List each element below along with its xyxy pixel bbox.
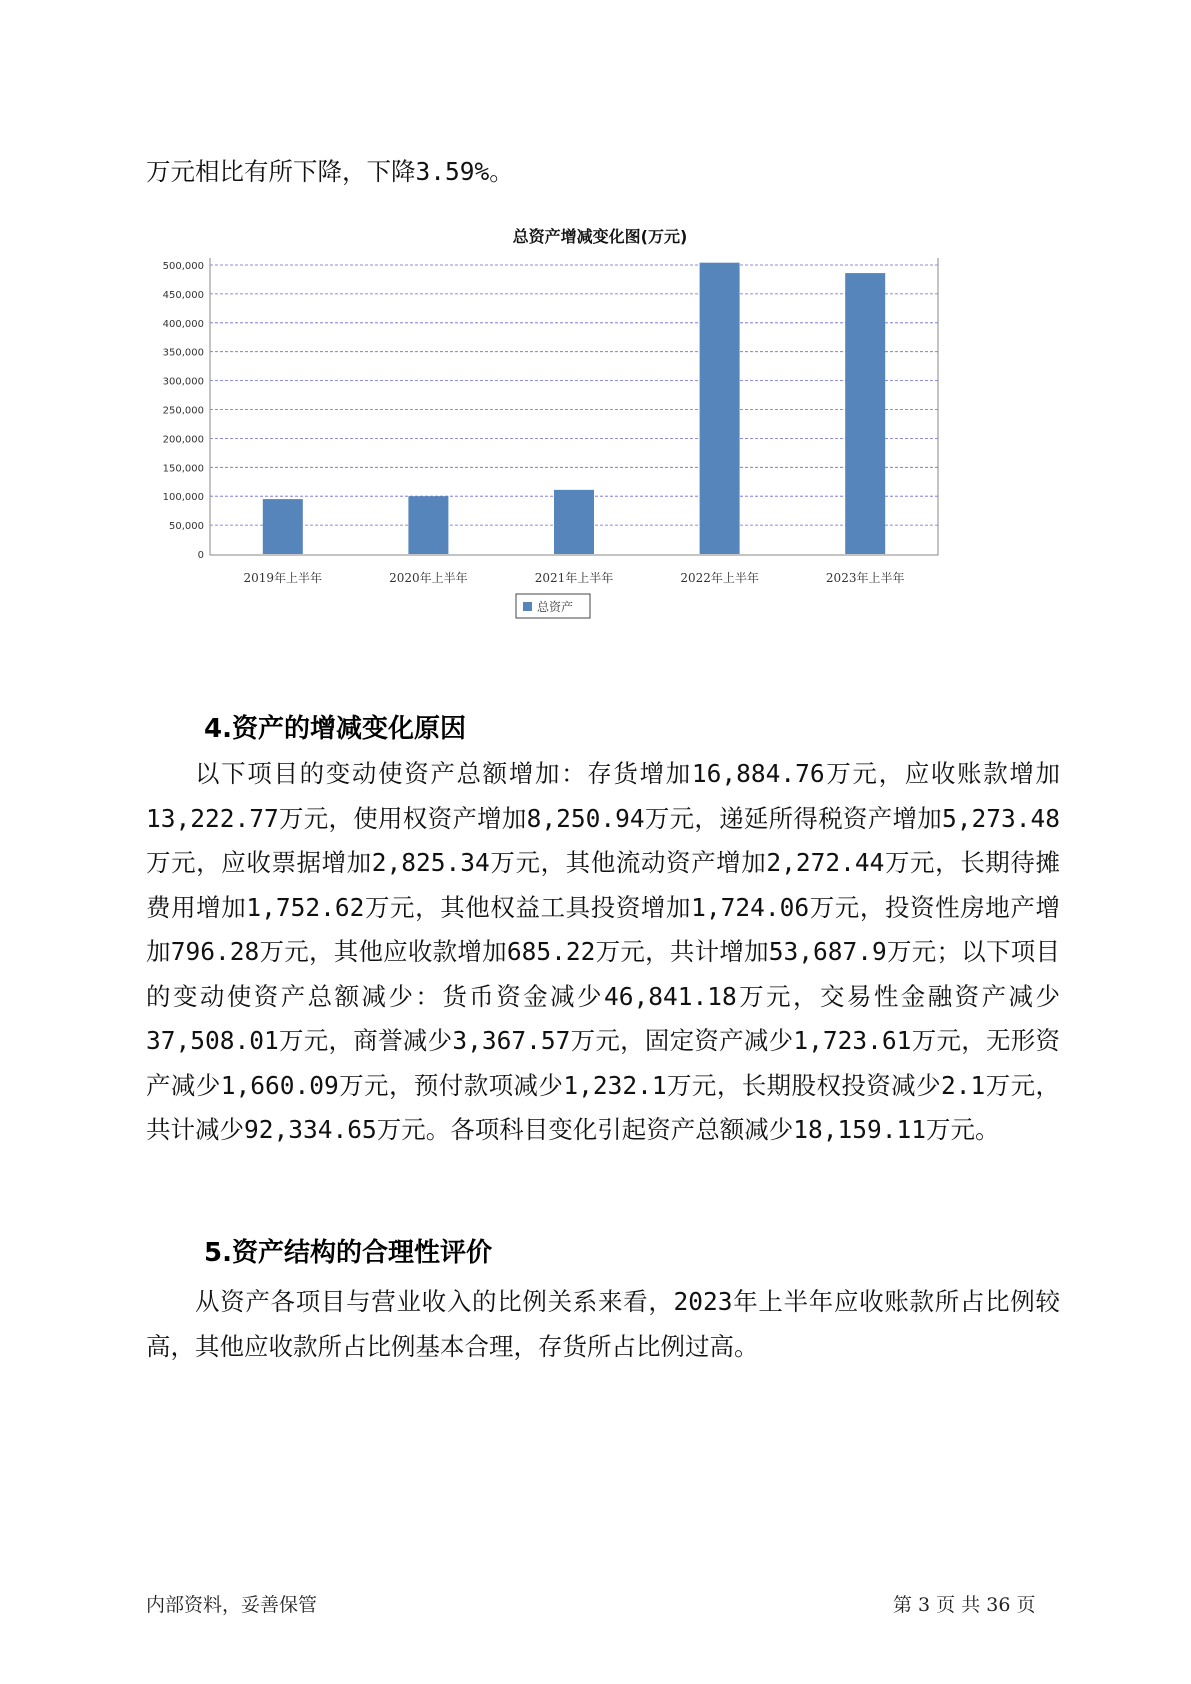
- section-5-heading: 5.资产结构的合理性评价: [204, 1238, 492, 1268]
- y-tick-label: 300,000: [162, 376, 204, 388]
- y-tick-label: 150,000: [162, 463, 204, 475]
- x-tick-label: 2022年上半年: [680, 571, 759, 585]
- x-tick-label: 2021年上半年: [534, 571, 614, 585]
- x-tick-label: 2020年上半年: [389, 571, 468, 585]
- y-tick-label: 0: [197, 550, 204, 561]
- legend-swatch-total-assets: [523, 602, 532, 611]
- bar-5: [845, 273, 885, 554]
- x-tick-label: 2023年上半年: [825, 571, 905, 585]
- bar-4: [700, 263, 740, 554]
- y-tick-label: 450,000: [162, 289, 204, 301]
- y-tick-label: 350,000: [162, 347, 204, 359]
- footer-confidential-note: 内部资料，妥善保管: [146, 1594, 318, 1616]
- x-tick-label: 2019年上半年: [243, 571, 323, 585]
- y-tick-label: 500,000: [162, 261, 204, 272]
- chart-title: 总资产增减变化图(万元): [512, 227, 688, 246]
- bar-1: [263, 499, 303, 554]
- chart-legend: [516, 594, 590, 618]
- y-tick-label: 50,000: [169, 521, 204, 533]
- footer-page-number: 第 3 页 共 36 页: [893, 1594, 1036, 1616]
- y-tick-label: 200,000: [162, 434, 204, 446]
- y-tick-label: 400,000: [162, 318, 204, 330]
- bar-3: [554, 490, 594, 554]
- legend-label-total-assets: 总资产: [537, 600, 574, 614]
- section-5-body: 从资产各项目与营业收入的比例关系来看，2023年上半年应收账款所占比例较高，其他应收款所占比例基本合理，存货所占比例过高。: [146, 1287, 1060, 1361]
- section-4-body: 以下项目的变动使资产总额增加：存货增加16,884.76万元，应收账款增加13,222.77万元，使用权资产增加8,250.94万元，递延所得税资产增加5,273.48万元，应收票据增加2,825.34万元，其他流动资产增加2,272.44万元，长期待摊费用增加1,752.62万元，其他权益工具投资增加1,724.06万元，投资性房地产增加796.28万元，其他应收款增加685.22万元，共计增加53,687.9万元；以下项目的变动使资产总额减少：货币资金减少46,841.18万元，交易性金融资产减少37,508.01万元，商誉减少3,367.57万元，固定资产减少1,723.61万元，无形资产减少1,660.09万元，预付款项减少1,232.1万元，长期股权投资减少2.1万元，共计减少92,334.65万元。各项科目变化引起资产总额减少18,159.11万元。: [146, 759, 1060, 1144]
- intro-line: 万元相比有所下降，下降3.59%。: [146, 157, 514, 186]
- y-tick-label: 250,000: [162, 405, 204, 417]
- section-4-heading: 4.资产的增减变化原因: [204, 714, 466, 744]
- y-tick-label: 100,000: [162, 492, 204, 504]
- bar-2: [408, 496, 448, 554]
- total-assets-bar-chart: [160, 258, 1040, 628]
